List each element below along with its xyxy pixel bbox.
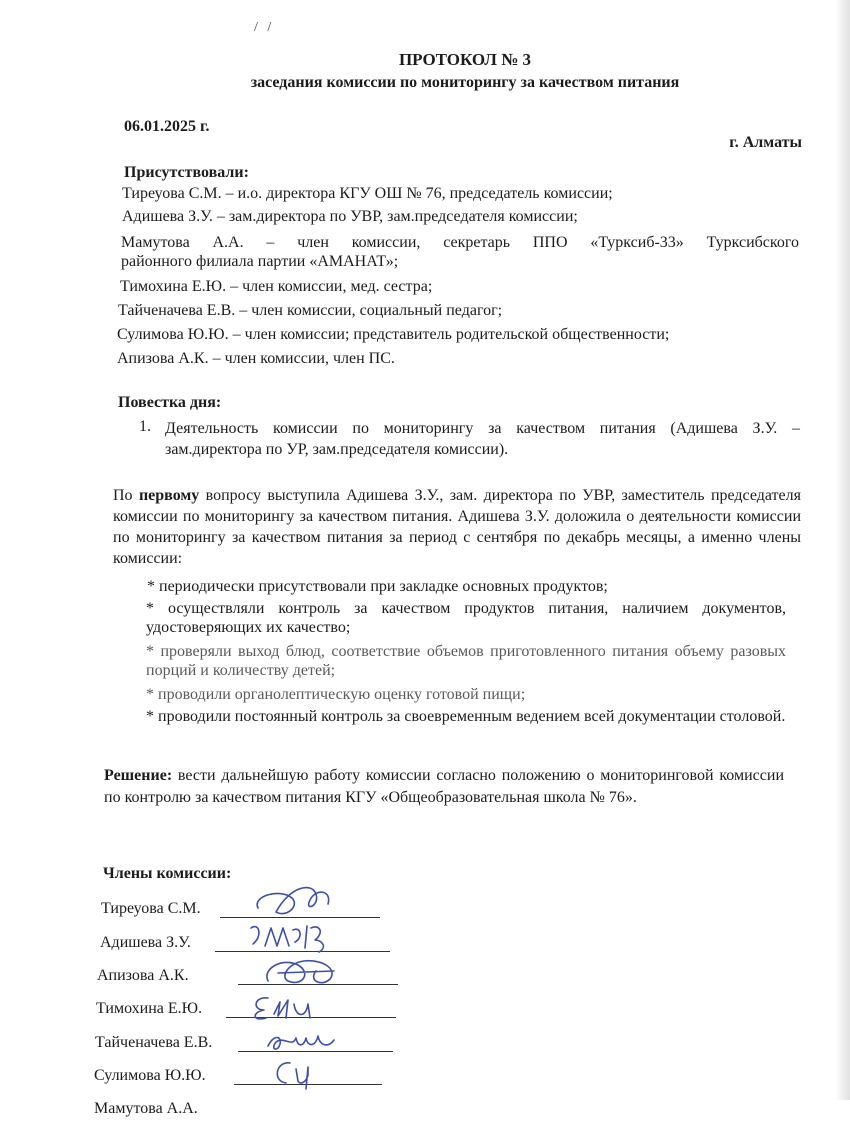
- agenda-item-text: Деятельность комиссии по мониторингу за качеством питания (Адишева З.У. – зам.директора по УР, зам.председателя комиссии).: [165, 420, 800, 458]
- signature-row: [0, 1090, 420, 1124]
- signature-name: Тиреуова С.М.: [101, 900, 201, 917]
- agenda-heading: Повестка дня:: [118, 394, 222, 411]
- protocol-date: 06.01.2025 г.: [124, 118, 210, 135]
- signature-row: [0, 1057, 420, 1091]
- attendee-line: Апизова А.К. – член комиссии, член ПС.: [117, 350, 395, 367]
- signature-name: Тимохина Е.Ю.: [96, 1000, 203, 1017]
- speech-bullet: * проводили постоянный контроль за своевременным ведением всей документации столовой.: [146, 708, 786, 725]
- page-subtitle: заседания комиссии по мониторингу за качеством питания: [250, 74, 680, 91]
- decision-paragraph: [104, 765, 784, 809]
- page-title: ПРОТОКОЛ № 3: [398, 50, 532, 69]
- signature-name: Адишева З.У.: [100, 934, 191, 951]
- attendee-line: Тиреуова С.М. – и.о. директора КГУ ОШ № 76, председатель комиссии;: [122, 185, 613, 202]
- speech-bullet: * проводили органолептическую оценку готовой пищи;: [146, 686, 526, 703]
- attendee-line: Адишева З.У. – зам.директора по УВР, зам.председателя комиссии;: [122, 208, 578, 225]
- attendee-line: Сулимова Ю.Ю. – член комиссии; представитель родительской общественности;: [117, 326, 670, 343]
- signature-name: Сулимова Ю.Ю.: [94, 1067, 206, 1084]
- signature-name: Апизова А.К.: [97, 967, 189, 984]
- handwritten-signature: [258, 951, 348, 991]
- signature-row: [0, 890, 420, 924]
- top-mark: / /: [254, 20, 275, 35]
- attendee-line: районного филиала партии «АМАНАТ»;: [121, 253, 399, 270]
- signatures-heading: Члены комиссии:: [103, 865, 232, 882]
- decision-text: вести дальнейшую работу комиссии согласно положению о мониторинговой комиссии по контролю за качеством питания КГУ «Общеобразовательная школа № 76».: [104, 767, 784, 806]
- handwritten-signature: [244, 988, 324, 1024]
- scan-edge: [836, 0, 850, 1100]
- agenda-item-number: 1.: [139, 418, 151, 435]
- signature-row: [0, 990, 420, 1024]
- speech-paragraph: [113, 485, 801, 569]
- signature-row: [0, 924, 420, 958]
- attendee-line: Мамутова А.А. – член комиссии, секретарь ППО «Турксиб-33» Турксибского: [121, 234, 799, 251]
- attendee-line: Тимохина Е.Ю. – член комиссии, мед. сестра;: [120, 278, 433, 295]
- attendee-line: Тайченачева Е.В. – член комиссии, социальный педагог;: [118, 302, 503, 319]
- attendees-heading: Присутствовали:: [124, 164, 249, 181]
- handwritten-signature: [262, 1024, 342, 1058]
- speech-prefix: По: [113, 487, 139, 504]
- signature-row: [0, 1024, 420, 1058]
- signature-name: Тайченачева Е.В.: [95, 1034, 213, 1051]
- protocol-city: г. Алматы: [729, 134, 802, 151]
- speech-bullet: * проверяли выход блюд, соответствие объемов приготовленного питания объему разовых порций и количеству детей;: [146, 643, 786, 679]
- speech-bullet: * осуществляли контроль за качеством продуктов питания, наличием документов, удостоверяющих их качество;: [146, 600, 786, 636]
- decision-label: Решение:: [104, 767, 173, 784]
- signature-name: Мамутова А.А.: [94, 1100, 198, 1117]
- signature-row: [0, 957, 420, 991]
- speech-text: вопросу выступила Адишева З.У., зам. директора по УВР, заместитель председателя комиссии по мониторингу за качеством питания. Адишева З.У. доложила о деятельности комиссии по мониторингу за качеством питания за период с сентября по декабрь месяцы, а именно члены комиссии:: [113, 487, 801, 567]
- speech-bullet: * периодически присутствовали при закладке основных продуктов;: [147, 578, 608, 595]
- handwritten-signature: [264, 1055, 334, 1091]
- speech-bold-word: первому: [138, 487, 200, 504]
